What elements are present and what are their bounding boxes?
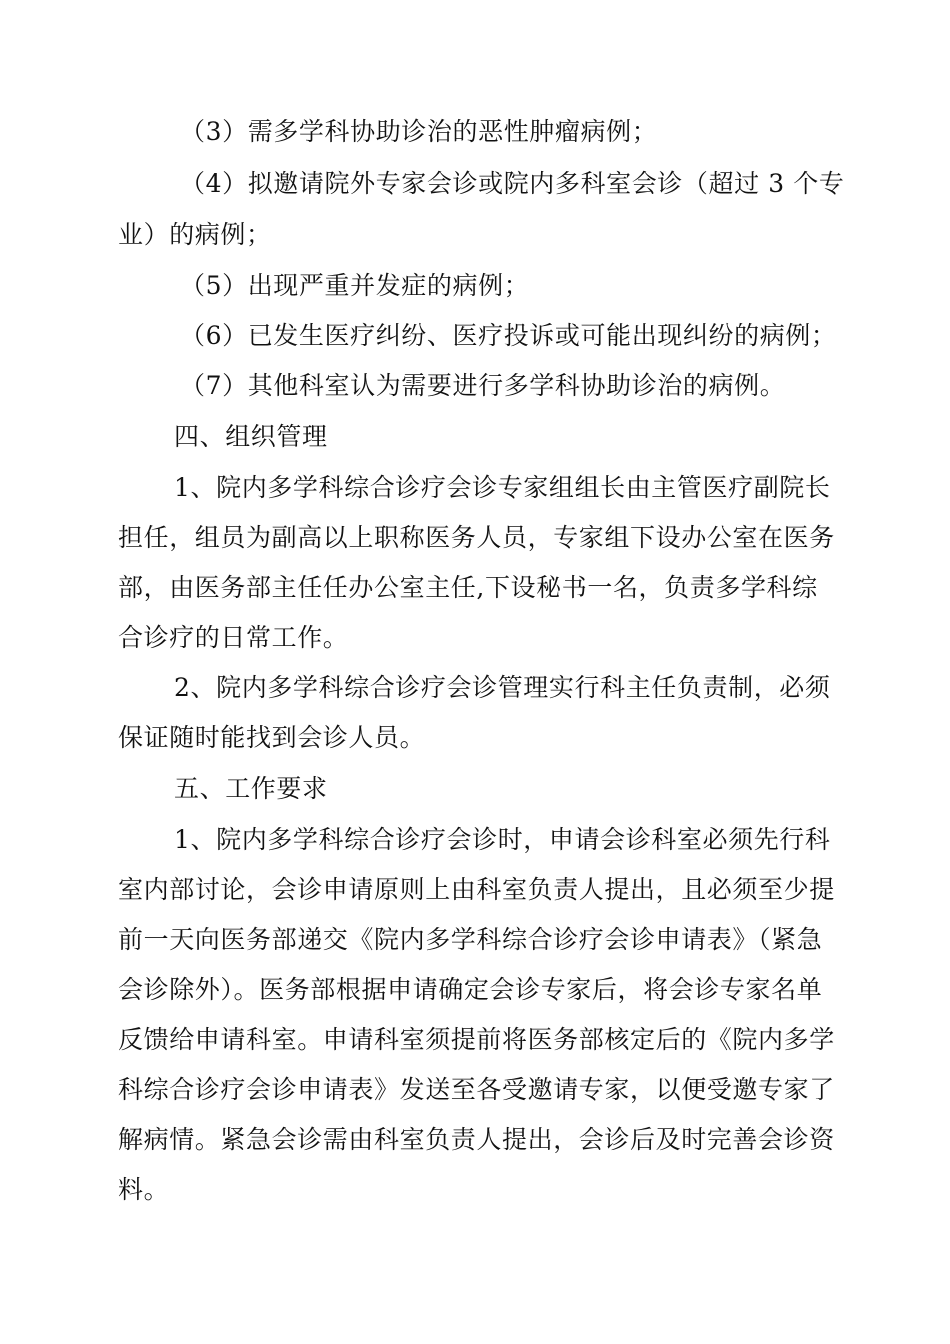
paragraph-line: 1、院内多学科综合诊疗会诊专家组组长由主管医疗副院长 [174, 473, 831, 502]
paragraph-line: 担任，组员为副高以上职称医务人员，专家组下设办公室在医务 [118, 523, 835, 552]
paragraph-line: 前一天向医务部递交《院内多学科综合诊疗会诊申请表》（紧急 [118, 925, 823, 954]
paragraph-line: 1、院内多学科综合诊疗会诊时，申请会诊科室必须先行科 [174, 825, 831, 854]
paragraph-line: 2、院内多学科综合诊疗会诊管理实行科主任负责制，必须 [174, 673, 831, 702]
list-item-4: （4）拟邀请院外专家会诊或院内多科室会诊（超过 3 个专 [180, 169, 845, 198]
paragraph-line: 会诊除外）。医务部根据申请确定会诊专家后，将会诊专家名单 [118, 975, 823, 1004]
section-heading-organization: 四、组织管理 [174, 422, 328, 451]
paragraph-line: 室内部讨论，会诊申请原则上由科室负责人提出，且必须至少提 [118, 875, 835, 904]
paragraph-line: 料。 [118, 1175, 170, 1204]
list-item-5: （5）出现严重并发症的病例； [180, 271, 530, 300]
paragraph-line: 科综合诊疗会诊申请表》发送至各受邀请专家，以便受邀专家了 [118, 1075, 835, 1104]
list-item-6: （6）已发生医疗纠纷、医疗投诉或可能出现纠纷的病例； [180, 321, 837, 350]
section-heading-work-requirements: 五、工作要求 [174, 774, 328, 803]
paragraph-line: 解病情。紧急会诊需由科室负责人提出，会诊后及时完善会诊资 [118, 1125, 835, 1154]
list-item-3: （3）需多学科协助诊治的恶性肿瘤病例； [180, 117, 658, 146]
paragraph-line: 部，由医务部主任任办公室主任,下设秘书一名，负责多学科综 [118, 573, 818, 602]
paragraph-line: 合诊疗的日常工作。 [118, 623, 349, 652]
paragraph-line: 反馈给申请科室。申请科室须提前将医务部核定后的《院内多学 [118, 1025, 835, 1054]
list-item-4-continued: 业）的病例； [118, 220, 272, 249]
list-item-7: （7）其他科室认为需要进行多学科协助诊治的病例。 [180, 371, 786, 400]
paragraph-line: 保证随时能找到会诊人员。 [118, 723, 426, 752]
